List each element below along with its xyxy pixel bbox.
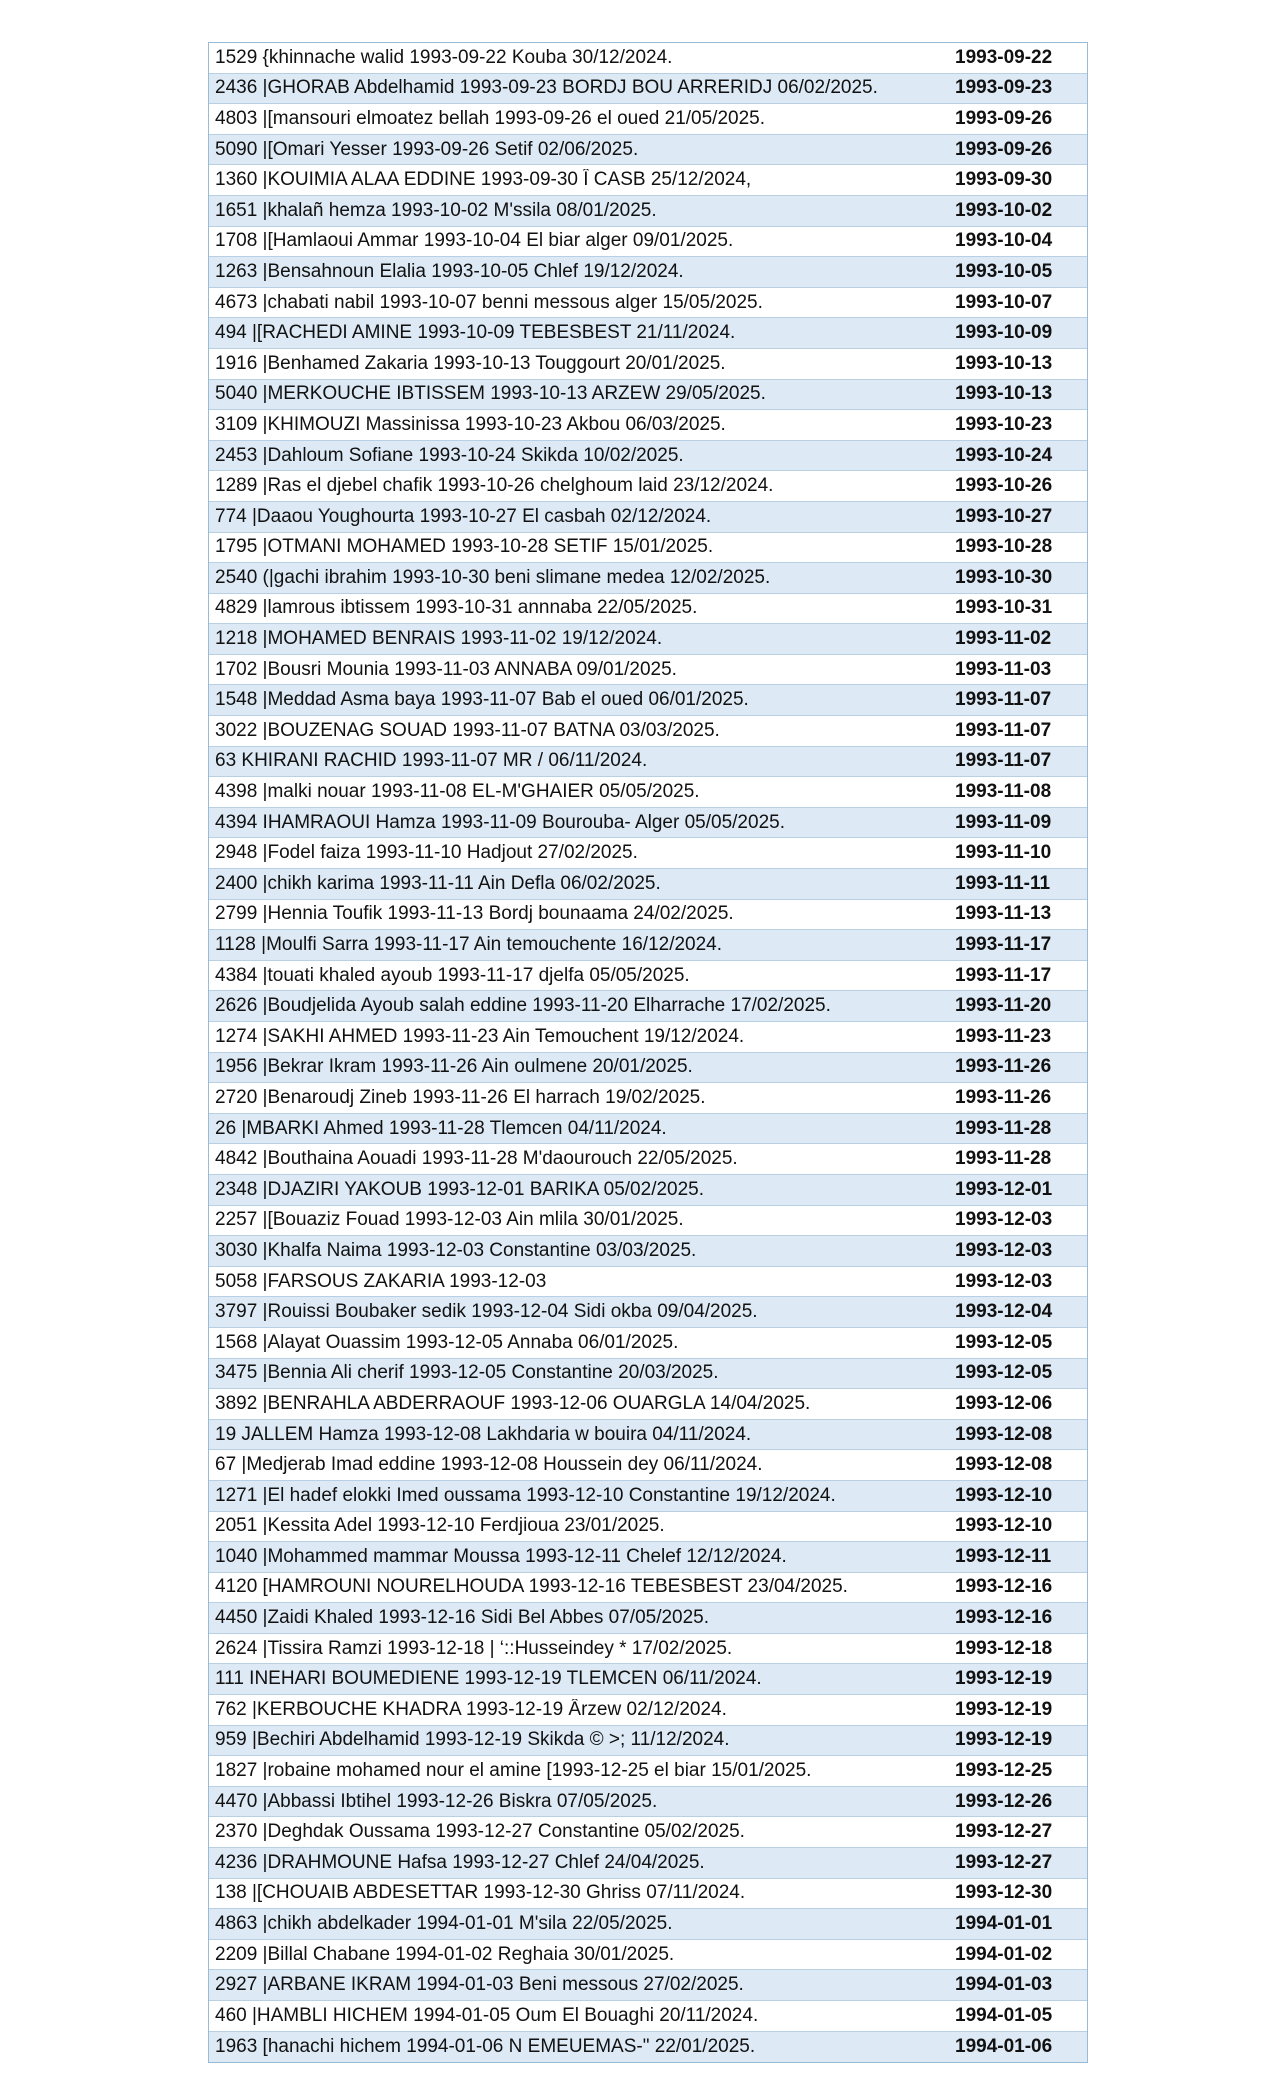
record-date: 1993-09-22 — [955, 46, 1053, 68]
record-text: 2257 |[Bouaziz Fouad 1993-12-03 Ain mlila 30/01/2025. — [215, 1209, 684, 1231]
record-text: 3892 |BENRAHLA ABDERRAOUF 1993-12-06 OUARGLA 14/04/2025. — [215, 1392, 811, 1414]
record-text: 460 |HAMBLI HICHEM 1994-01-05 Oum El Bouaghi 20/11/2024. — [215, 2004, 759, 2026]
record-date: 1993-11-02 — [955, 628, 1052, 650]
record-text: 4394 IHAMRAOUI Hamza 1993-11-09 Bourouba- Alger 05/05/2025. — [215, 811, 785, 833]
table-row — [209, 257, 1087, 288]
table-row — [209, 1817, 1087, 1848]
record-text: 4236 |DRAHMOUNE Hafsa 1993-12-27 Chlef 24/04/2025. — [215, 1851, 705, 1873]
record-text: 1956 |Bekrar Ikram 1993-11-26 Ain oulmene 20/01/2025. — [215, 1056, 693, 1078]
record-date: 1993-10-27 — [955, 505, 1053, 527]
table-row — [209, 1573, 1087, 1604]
record-date: 1993-12-03 — [955, 1239, 1053, 1261]
record-date: 1993-11-13 — [955, 903, 1052, 925]
record-date: 1993-12-26 — [955, 1790, 1053, 1812]
table-row — [209, 838, 1087, 869]
record-text: 2927 |ARBANE IKRAM 1994-01-03 Beni messous 27/02/2025. — [215, 1974, 744, 1996]
record-text: 1289 |Ras el djebel chafik 1993-10-26 chelghoum laid 23/12/2024. — [215, 475, 774, 497]
table-row — [209, 1144, 1087, 1175]
record-date: 1993-11-07 — [955, 689, 1052, 711]
table-row — [209, 135, 1087, 166]
record-text: 2051 |Kessita Adel 1993-12-10 Ferdjioua 23/01/2025. — [215, 1515, 665, 1537]
record-date: 1993-11-28 — [955, 1117, 1052, 1139]
record-text: 2948 |Fodel faiza 1993-11-10 Hadjout 27/02/2025. — [215, 842, 638, 864]
table-row — [209, 1940, 1087, 1971]
table-row — [209, 1297, 1087, 1328]
record-text: 3109 |KHIMOUZI Massinissa 1993-10-23 Akbou 06/03/2025. — [215, 413, 726, 435]
table-row — [209, 349, 1087, 380]
record-date: 1994-01-03 — [955, 1974, 1053, 1996]
record-date: 1993-12-25 — [955, 1760, 1053, 1782]
record-text: 5058 |FARSOUS ZAKARIA 1993-12-03 — [215, 1270, 547, 1292]
table-row — [209, 655, 1087, 686]
record-text: 1702 |Bousri Mounia 1993-11-03 ANNABA 09/01/2025. — [215, 658, 677, 680]
record-date: 1993-12-19 — [955, 1729, 1053, 1751]
record-text: 1271 |El hadef elokki Imed oussama 1993-12-10 Constantine 19/12/2024. — [215, 1484, 836, 1506]
record-date: 1993-12-16 — [955, 1576, 1053, 1598]
table-row — [209, 1022, 1087, 1053]
table-row — [209, 43, 1087, 74]
record-text: 3022 |BOUZENAG SOUAD 1993-11-07 BATNA 03/03/2025. — [215, 719, 720, 741]
record-text: 3475 |Bennia Ali cherif 1993-12-05 Constantine 20/03/2025. — [215, 1362, 719, 1384]
record-date: 1993-10-05 — [955, 260, 1053, 282]
record-text: 63 KHIRANI RACHID 1993-11-07 MR / 06/11/2024. — [215, 750, 648, 772]
table-row — [209, 961, 1087, 992]
table-row — [209, 1542, 1087, 1573]
record-text: 3797 |Rouissi Boubaker sedik 1993-12-04 Sidi okba 09/04/2025. — [215, 1301, 758, 1323]
table-row — [209, 1236, 1087, 1267]
record-text: 26 |MBARKI Ahmed 1993-11-28 Tlemcen 04/11/2024. — [215, 1117, 667, 1139]
table-row — [209, 1787, 1087, 1818]
record-date: 1993-12-19 — [955, 1698, 1053, 1720]
table-row — [209, 1328, 1087, 1359]
record-text: 4398 |malki nouar 1993-11-08 EL-M'GHAIER 05/05/2025. — [215, 781, 700, 803]
record-date: 1993-11-07 — [955, 719, 1052, 741]
record-date: 1993-12-19 — [955, 1668, 1053, 1690]
record-text: 1651 |khalañ hemza 1993-10-02 M'ssila 08/01/2025. — [215, 199, 657, 221]
record-text: 1360 |KOUIMIA ALAA EDDINE 1993-09-30 Î CASB 25/12/2024, — [215, 169, 752, 191]
table-row — [209, 380, 1087, 411]
record-text: 1795 |OTMANI MOHAMED 1993-10-28 SETIF 15/01/2025. — [215, 536, 714, 558]
record-text: 1263 |Bensahnoun Elalia 1993-10-05 Chlef 19/12/2024. — [215, 260, 684, 282]
record-text: 2348 |DJAZIRI YAKOUB 1993-12-01 BARIKA 05/02/2025. — [215, 1178, 705, 1200]
table-row — [209, 1481, 1087, 1512]
record-date: 1993-10-07 — [955, 291, 1053, 313]
record-text: 2400 |chikh karima 1993-11-11 Ain Defla 06/02/2025. — [215, 872, 661, 894]
record-date: 1993-10-23 — [955, 413, 1053, 435]
table-row — [209, 288, 1087, 319]
table-row — [209, 74, 1087, 105]
record-date: 1993-10-26 — [955, 475, 1053, 497]
record-text: 1548 |Meddad Asma baya 1993-11-07 Bab el oued 06/01/2025. — [215, 689, 749, 711]
record-date: 1993-12-30 — [955, 1882, 1053, 1904]
record-text: 1568 |Alayat Ouassim 1993-12-05 Annaba 06/01/2025. — [215, 1331, 679, 1353]
record-date: 1993-09-30 — [955, 169, 1053, 191]
record-date: 1994-01-05 — [955, 2004, 1053, 2026]
record-text: 2540 (|gachi ibrahim 1993-10-30 beni slimane medea 12/02/2025. — [215, 566, 771, 588]
table-row — [209, 1206, 1087, 1237]
table-row — [209, 1603, 1087, 1634]
record-date: 1993-12-08 — [955, 1423, 1053, 1445]
record-date: 1993-10-30 — [955, 566, 1053, 588]
table-row — [209, 716, 1087, 747]
record-text: 19 JALLEM Hamza 1993-12-08 Lakhdaria w bouira 04/11/2024. — [215, 1423, 752, 1445]
record-table — [208, 42, 1088, 2063]
table-row — [209, 747, 1087, 778]
record-date: 1993-12-06 — [955, 1392, 1053, 1414]
table-row — [209, 991, 1087, 1022]
record-text: 2720 |Benaroudj Zineb 1993-11-26 El harrach 19/02/2025. — [215, 1086, 706, 1108]
record-date: 1993-12-03 — [955, 1209, 1053, 1231]
record-date: 1993-12-05 — [955, 1331, 1053, 1353]
record-text: 4829 |lamrous ibtissem 1993-10-31 annnaba 22/05/2025. — [215, 597, 698, 619]
record-text: 4803 |[mansouri elmoatez bellah 1993-09-26 el oued 21/05/2025. — [215, 107, 765, 129]
table-row — [209, 471, 1087, 502]
record-date: 1993-12-11 — [955, 1545, 1052, 1567]
record-text: 959 |Bechiri Abdelhamid 1993-12-19 Skikda © >; 11/12/2024. — [215, 1729, 730, 1751]
table-row — [209, 1909, 1087, 1940]
record-text: 5040 |MERKOUCHE IBTISSEM 1993-10-13 ARZEW 29/05/2025. — [215, 383, 766, 405]
record-date: 1993-12-18 — [955, 1637, 1053, 1659]
record-text: 2799 |Hennia Toufik 1993-11-13 Bordj bounaama 24/02/2025. — [215, 903, 734, 925]
record-date: 1993-10-31 — [955, 597, 1053, 619]
record-date: 1993-10-02 — [955, 199, 1053, 221]
record-date: 1993-11-20 — [955, 995, 1052, 1017]
record-date: 1993-11-09 — [955, 811, 1052, 833]
record-date: 1993-11-07 — [955, 750, 1052, 772]
record-date: 1993-12-04 — [955, 1301, 1053, 1323]
record-text: 2626 |Boudjelida Ayoub salah eddine 1993-11-20 Elharrache 17/02/2025. — [215, 995, 831, 1017]
record-text: 4450 |Zaidi Khaled 1993-12-16 Sidi Bel Abbes 07/05/2025. — [215, 1607, 710, 1629]
record-text: 4120 [HAMROUNI NOURELHOUDA 1993-12-16 TEBESBEST 23/04/2025. — [215, 1576, 848, 1598]
record-date: 1993-09-26 — [955, 107, 1053, 129]
record-text: 2209 |Billal Chabane 1994-01-02 Reghaia 30/01/2025. — [215, 1943, 675, 1965]
table-row — [209, 318, 1087, 349]
record-date: 1993-12-01 — [955, 1178, 1053, 1200]
record-date: 1993-11-11 — [955, 872, 1051, 894]
record-date: 1993-12-27 — [955, 1821, 1053, 1843]
table-row — [209, 533, 1087, 564]
record-text: 1218 |MOHAMED BENRAIS 1993-11-02 19/12/2024. — [215, 628, 663, 650]
record-date: 1993-12-10 — [955, 1515, 1053, 1537]
record-date: 1993-12-08 — [955, 1454, 1053, 1476]
table-row — [209, 1114, 1087, 1145]
table-row — [209, 930, 1087, 961]
table-row — [209, 808, 1087, 839]
table-row — [209, 1175, 1087, 1206]
record-date: 1993-12-27 — [955, 1851, 1053, 1873]
record-text: 1040 |Mohammed mammar Moussa 1993-12-11 Chelef 12/12/2024. — [215, 1545, 787, 1567]
table-row — [209, 2001, 1087, 2032]
table-row — [209, 594, 1087, 625]
table-row — [209, 624, 1087, 655]
table-row — [209, 1726, 1087, 1757]
table-row — [209, 165, 1087, 196]
record-text: 111 INEHARI BOUMEDIENE 1993-12-19 TLEMCEN 06/11/2024. — [215, 1668, 762, 1690]
table-row — [209, 1359, 1087, 1390]
record-date: 1993-12-16 — [955, 1607, 1053, 1629]
table-row — [209, 1053, 1087, 1084]
record-date: 1993-10-28 — [955, 536, 1053, 558]
table-row — [209, 1420, 1087, 1451]
record-text: 2436 |GHORAB Abdelhamid 1993-09-23 BORDJ BOU ARRERIDJ 06/02/2025. — [215, 77, 878, 99]
record-date: 1993-11-03 — [955, 658, 1052, 680]
table-row — [209, 869, 1087, 900]
record-text: 4842 |Bouthaina Aouadi 1993-11-28 M'daourouch 22/05/2025. — [215, 1148, 738, 1170]
table-row — [209, 196, 1087, 227]
table-row — [209, 1267, 1087, 1298]
record-text: 2453 |Dahloum Sofiane 1993-10-24 Skikda 10/02/2025. — [215, 444, 684, 466]
record-date: 1993-10-09 — [955, 322, 1053, 344]
record-text: 2370 |Deghdak Oussama 1993-12-27 Constantine 05/02/2025. — [215, 1821, 745, 1843]
record-text: 494 |[RACHEDI AMINE 1993-10-09 TEBESBEST 21/11/2024. — [215, 322, 736, 344]
record-date: 1993-12-05 — [955, 1362, 1053, 1384]
record-text: 1274 |SAKHI AHMED 1993-11-23 Ain Temouchent 19/12/2024. — [215, 1025, 745, 1047]
record-date: 1993-10-04 — [955, 230, 1053, 252]
table-row — [209, 502, 1087, 533]
record-text: 4384 |touati khaled ayoub 1993-11-17 djelfa 05/05/2025. — [215, 964, 690, 986]
record-date: 1993-12-10 — [955, 1484, 1053, 1506]
record-date: 1994-01-01 — [955, 1913, 1053, 1935]
table-row — [209, 1664, 1087, 1695]
record-date: 1993-11-23 — [955, 1025, 1052, 1047]
table-row — [209, 900, 1087, 931]
table-row — [209, 441, 1087, 472]
table-row — [209, 777, 1087, 808]
table-row — [209, 1512, 1087, 1543]
table-row — [209, 1083, 1087, 1114]
record-text: 138 |[CHOUAIB ABDESETTAR 1993-12-30 Ghriss 07/11/2024. — [215, 1882, 746, 1904]
table-row — [209, 1756, 1087, 1787]
record-text: 774 |Daaou Youghourta 1993-10-27 El casbah 02/12/2024. — [215, 505, 712, 527]
table-row — [209, 1450, 1087, 1481]
table-row — [209, 410, 1087, 441]
record-date: 1993-10-24 — [955, 444, 1053, 466]
record-date: 1993-09-26 — [955, 138, 1053, 160]
record-text: 1827 |robaine mohamed nour el amine [1993-12-25 el biar 15/01/2025. — [215, 1760, 812, 1782]
record-text: 1916 |Benhamed Zakaria 1993-10-13 Touggourt 20/01/2025. — [215, 352, 726, 374]
record-text: 4470 |Abbassi Ibtihel 1993-12-26 Biskra 07/05/2025. — [215, 1790, 658, 1812]
record-date: 1994-01-02 — [955, 1943, 1053, 1965]
record-text: 67 |Medjerab Imad eddine 1993-12-08 Houssein dey 06/11/2024. — [215, 1454, 763, 1476]
table-row — [209, 1389, 1087, 1420]
table-row — [209, 1848, 1087, 1879]
record-date: 1993-11-17 — [955, 964, 1052, 986]
record-date: 1993-09-23 — [955, 77, 1053, 99]
record-text: 3030 |Khalfa Naima 1993-12-03 Constantine 03/03/2025. — [215, 1239, 697, 1261]
record-text: 1708 |[Hamlaoui Ammar 1993-10-04 El biar alger 09/01/2025. — [215, 230, 734, 252]
record-date: 1993-11-26 — [955, 1086, 1052, 1108]
table-row — [209, 1879, 1087, 1910]
record-text: 4863 |chikh abdelkader 1994-01-01 M'sila 22/05/2025. — [215, 1913, 673, 1935]
record-text: 5090 |[Omari Yesser 1993-09-26 Setif 02/06/2025. — [215, 138, 639, 160]
record-text: 762 |KERBOUCHE KHADRA 1993-12-19 Ârzew 02/12/2024. — [215, 1698, 727, 1720]
table-row — [209, 563, 1087, 594]
table-row — [209, 104, 1087, 135]
record-text: 1128 |Moulfi Sarra 1993-11-17 Ain temouchente 16/12/2024. — [215, 934, 723, 956]
table-row — [209, 227, 1087, 258]
record-text: 2624 |Tissira Ramzi 1993-12-18 | ‘::Husseindey * 17/02/2025. — [215, 1637, 733, 1659]
record-date: 1993-11-17 — [955, 934, 1052, 956]
record-date: 1994-01-06 — [955, 2035, 1053, 2057]
table-row — [209, 1970, 1087, 2001]
record-date: 1993-11-26 — [955, 1056, 1052, 1078]
record-date: 1993-10-13 — [955, 352, 1053, 374]
record-date: 1993-12-03 — [955, 1270, 1053, 1292]
table-row — [209, 2032, 1087, 2063]
table-row — [209, 685, 1087, 716]
record-date: 1993-11-08 — [955, 781, 1052, 803]
record-date: 1993-10-13 — [955, 383, 1053, 405]
table-row — [209, 1634, 1087, 1665]
table-row — [209, 1695, 1087, 1726]
record-text: 1963 [hanachi hichem 1994-01-06 N EMEUEMAS-" 22/01/2025. — [215, 2035, 756, 2057]
record-text: 1529 {khinnache walid 1993-09-22 Kouba 30/12/2024. — [215, 46, 673, 68]
record-text: 4673 |chabati nabil 1993-10-07 benni messous alger 15/05/2025. — [215, 291, 763, 313]
record-date: 1993-11-10 — [955, 842, 1052, 864]
record-date: 1993-11-28 — [955, 1148, 1052, 1170]
